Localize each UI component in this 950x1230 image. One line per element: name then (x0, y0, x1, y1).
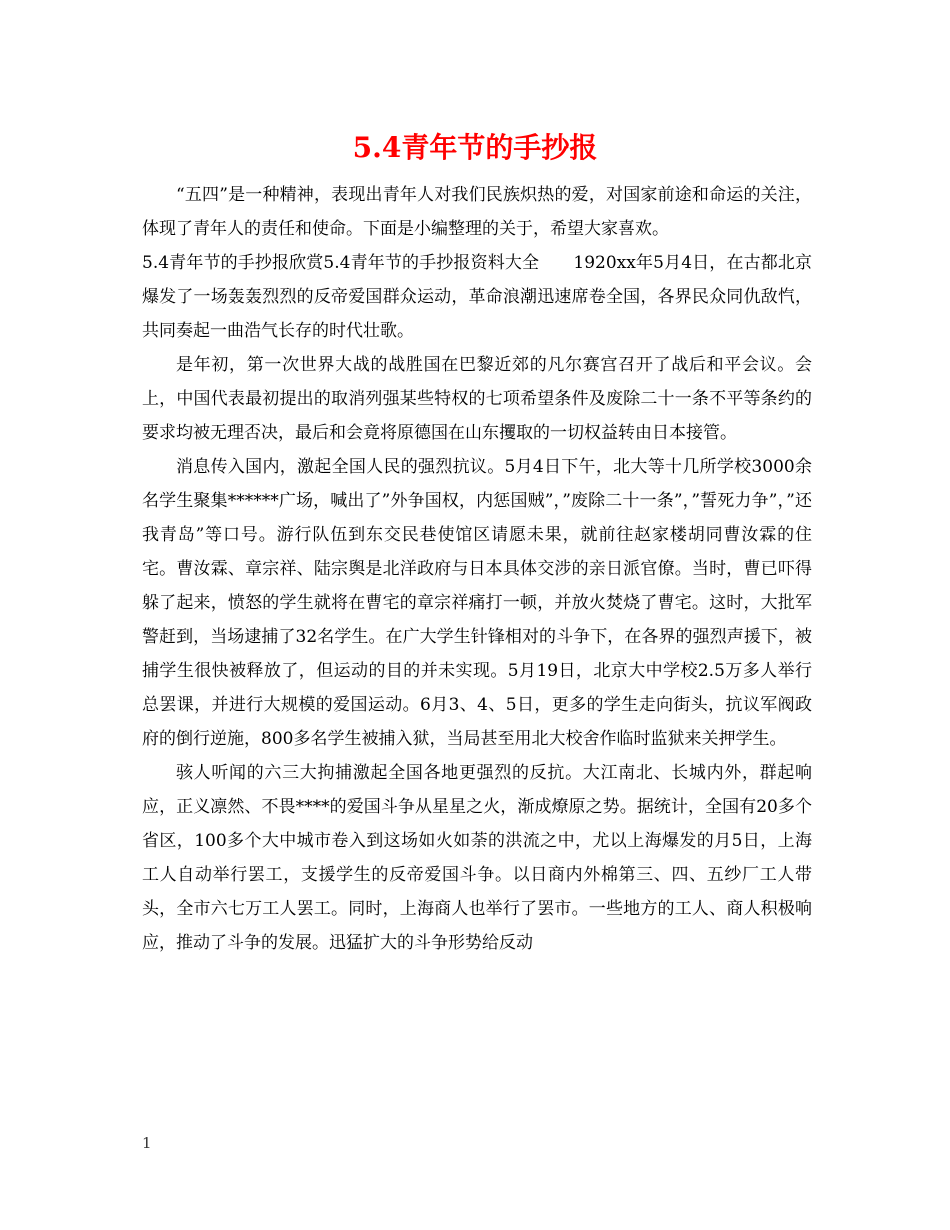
paragraph-protest: 消息传入国内，激起全国人民的强烈抗议。5月4日下午，北大等十几所学校3000余名学生聚集******广场，喊出了”外争国权，内惩国贼”，”废除二十一条”，”誓死力争”，”还我青岛”等口号。游行队伍到东交民巷使馆区请愿未果，就前往赵家楼胡同曹汝霖的住宅。曹汝霖、章宗祥、陆宗舆是北洋政府与日本具体交涉的亲日派官僚。当时，曹已吓得躲了起来，愤怒的学生就将在曹宅的章宗祥痛打一顿，并放火焚烧了曹宅。这时，大批军警赶到，当场逮捕了32名学生。在广大学生针锋相对的斗争下，在各界的强烈声援下，被捕学生很快被释放了，但运动的目的并未实现。5月19日，北京大中学校2.5万多人举行总罢课，并进行大规模的爱国运动。6月3、4、5日，更多的学生走向街头，抗议军阀政府的倒行逆施，800多名学生被捕入狱，当局甚至用北大校舍作临时监狱来关押学生。 (142, 457, 812, 749)
document-body (142, 178, 812, 960)
paragraph-intro: “五四”是一种精神，表现出青年人对我们民族炽热的爱，对国家前途和命运的关注，体现了青年人的责任和使命。下面是小编整理的关于，希望大家喜欢。 (142, 185, 812, 239)
paragraph-history: 5.4青年节的手抄报欣赏5.4青年节的手抄报资料大全 1920xx年5月4日，在古都北京爆发了一场轰轰烈烈的反帝爱国群众运动，革命浪潮迅速席卷全国，各界民众同仇敌忾，共同奏起一曲浩气长存的时代壮歌。 (142, 253, 812, 341)
document-title: 5.4青年节的手抄报 (352, 131, 598, 164)
page-number: 1 (142, 1134, 152, 1152)
paragraph-peace-conference: 是年初，第一次世界大战的战胜国在巴黎近郊的凡尔赛宫召开了战后和平会议。会上，中国代表最初提出的取消列强某些特权的七项希望条件及废除二十一条不平等条约的要求均被无理否决，最后和会竟将原德国在山东攫取的一切权益转由日本接管。 (142, 355, 812, 443)
paragraph-nationwide-response: 骇人听闻的六三大拘捕激起全国各地更强烈的反抗。大江南北、长城内外，群起响应，正义凛然、不畏****的爱国斗争从星星之火，渐成燎原之势。据统计，全国有20多个省区，100多个大中城市卷入到这场如火如荼的洪流之中，尤以上海爆发的月5日，上海工人自动举行罢工，支援学生的反帝爱国斗争。以日商内外棉第三、四、五纱厂工人带头，全市六七万工人罢工。同时，上海商人也举行了罢市。一些地方的工人、商人积极响应，推动了斗争的发展。迅猛扩大的斗争形势给反动 (142, 763, 812, 953)
